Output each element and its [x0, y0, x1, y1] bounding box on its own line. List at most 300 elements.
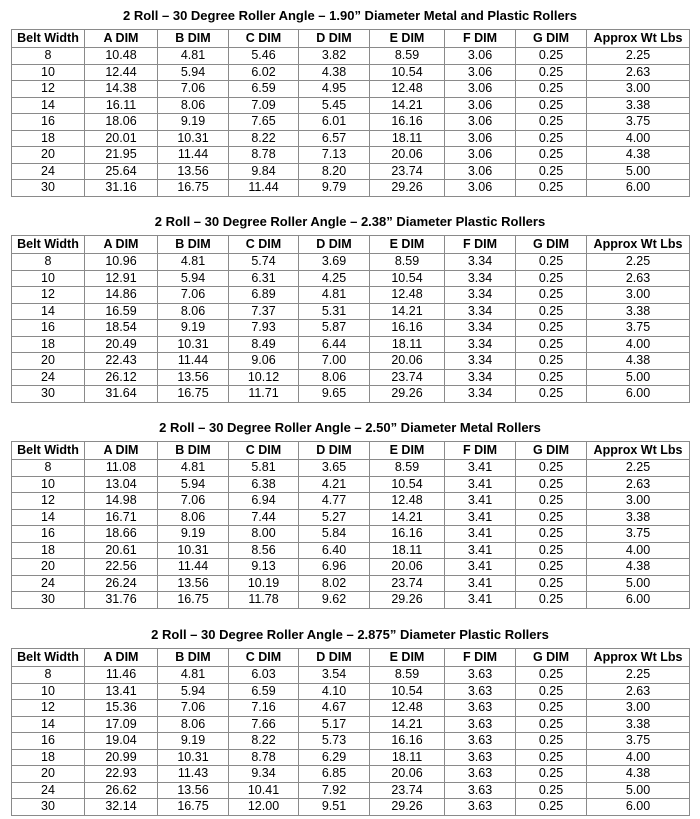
table-cell: 2.25	[587, 667, 690, 684]
table-cell: 3.34	[445, 369, 516, 386]
table-cell: 16	[12, 320, 85, 337]
table-cell: 8.20	[299, 163, 370, 180]
table-row	[12, 287, 690, 304]
table-cell: 0.25	[516, 667, 587, 684]
table-row	[12, 799, 690, 816]
column-header: Approx Wt Lbs	[587, 442, 690, 460]
table-row	[12, 114, 690, 131]
table-cell: 8.06	[158, 716, 229, 733]
table-cell: 0.25	[516, 81, 587, 98]
table-row	[12, 48, 690, 65]
table-cell: 3.41	[445, 542, 516, 559]
table-cell: 23.74	[370, 782, 445, 799]
table-cell: 3.06	[445, 97, 516, 114]
table-cell: 14	[12, 97, 85, 114]
table-cell: 18	[12, 130, 85, 147]
table-cell: 3.34	[445, 353, 516, 370]
table-cell: 3.06	[445, 81, 516, 98]
table-cell: 24	[12, 369, 85, 386]
table-cell: 16.71	[85, 509, 158, 526]
table-cell: 6.96	[299, 559, 370, 576]
table-section	[11, 214, 689, 403]
table-cell: 18.11	[370, 542, 445, 559]
column-header: Belt Width	[12, 236, 85, 254]
table-cell: 8.59	[370, 667, 445, 684]
column-header: G DIM	[516, 30, 587, 48]
column-header: D DIM	[299, 236, 370, 254]
table-cell: 22.56	[85, 559, 158, 576]
table-cell: 30	[12, 592, 85, 609]
column-header: C DIM	[229, 649, 299, 667]
table-cell: 6.29	[299, 749, 370, 766]
table-cell: 14.21	[370, 509, 445, 526]
column-header: C DIM	[229, 30, 299, 48]
table-cell: 3.06	[445, 147, 516, 164]
table-cell: 3.06	[445, 163, 516, 180]
table-cell: 18.11	[370, 749, 445, 766]
table-cell: 0.25	[516, 592, 587, 609]
table-cell: 14.38	[85, 81, 158, 98]
column-header: A DIM	[85, 442, 158, 460]
table-cell: 3.41	[445, 460, 516, 477]
table-cell: 12.00	[229, 799, 299, 816]
table-cell: 4.38	[299, 64, 370, 81]
table-cell: 0.25	[516, 163, 587, 180]
table-row	[12, 476, 690, 493]
column-header: E DIM	[370, 442, 445, 460]
table-cell: 5.27	[299, 509, 370, 526]
table-cell: 16.11	[85, 97, 158, 114]
table-cell: 10.41	[229, 782, 299, 799]
table-cell: 3.69	[299, 254, 370, 271]
table-cell: 8	[12, 667, 85, 684]
table-cell: 4.81	[158, 667, 229, 684]
table-cell: 6.94	[229, 493, 299, 510]
table-cell: 8	[12, 460, 85, 477]
table-cell: 3.63	[445, 782, 516, 799]
table-cell: 6.01	[299, 114, 370, 131]
table-cell: 4.00	[587, 749, 690, 766]
table-cell: 5.94	[158, 476, 229, 493]
column-header: D DIM	[299, 649, 370, 667]
table-cell: 12	[12, 287, 85, 304]
table-cell: 20	[12, 766, 85, 783]
table-cell: 3.06	[445, 114, 516, 131]
table-cell: 20.61	[85, 542, 158, 559]
table-cell: 5.00	[587, 782, 690, 799]
table-row	[12, 320, 690, 337]
table-cell: 0.25	[516, 526, 587, 543]
table-cell: 13.04	[85, 476, 158, 493]
table-cell: 26.12	[85, 369, 158, 386]
table-cell: 21.95	[85, 147, 158, 164]
table-cell: 0.25	[516, 254, 587, 271]
table-cell: 12.48	[370, 493, 445, 510]
table-cell: 16.16	[370, 320, 445, 337]
table-cell: 3.41	[445, 476, 516, 493]
table-cell: 3.34	[445, 386, 516, 403]
table-row	[12, 303, 690, 320]
table-cell: 3.63	[445, 749, 516, 766]
table-cell: 10.54	[370, 270, 445, 287]
table-cell: 13.56	[158, 163, 229, 180]
table-cell: 12.48	[370, 700, 445, 717]
table-cell: 13.56	[158, 369, 229, 386]
column-header: G DIM	[516, 236, 587, 254]
table-row	[12, 733, 690, 750]
column-header: G DIM	[516, 442, 587, 460]
column-header: G DIM	[516, 649, 587, 667]
table-row	[12, 270, 690, 287]
table-cell: 6.38	[229, 476, 299, 493]
table-cell: 11.71	[229, 386, 299, 403]
table-cell: 7.06	[158, 81, 229, 98]
table-cell: 10	[12, 270, 85, 287]
table-cell: 6.57	[299, 130, 370, 147]
table-cell: 2.63	[587, 64, 690, 81]
table-cell: 13.56	[158, 575, 229, 592]
table-cell: 3.41	[445, 592, 516, 609]
table-cell: 5.45	[299, 97, 370, 114]
table-cell: 0.25	[516, 476, 587, 493]
table-row	[12, 336, 690, 353]
table-row	[12, 147, 690, 164]
table-cell: 4.38	[587, 559, 690, 576]
table-row	[12, 460, 690, 477]
table-cell: 22.93	[85, 766, 158, 783]
table-row	[12, 749, 690, 766]
column-header: D DIM	[299, 442, 370, 460]
table-cell: 16.75	[158, 592, 229, 609]
table-cell: 0.25	[516, 287, 587, 304]
table-cell: 16	[12, 114, 85, 131]
table-cell: 30	[12, 799, 85, 816]
table-cell: 10	[12, 64, 85, 81]
table-cell: 31.76	[85, 592, 158, 609]
table-cell: 16	[12, 526, 85, 543]
table-cell: 20.49	[85, 336, 158, 353]
table-title: 2 Roll – 30 Degree Roller Angle – 2.38” Diameter Plastic Rollers	[154, 214, 546, 229]
table-cell: 4.00	[587, 336, 690, 353]
table-cell: 8.49	[229, 336, 299, 353]
table-cell: 4.81	[158, 460, 229, 477]
table-cell: 10.31	[158, 749, 229, 766]
table-cell: 10.54	[370, 64, 445, 81]
table-cell: 9.19	[158, 733, 229, 750]
table-cell: 5.00	[587, 163, 690, 180]
table-cell: 18	[12, 749, 85, 766]
table-cell: 11.43	[158, 766, 229, 783]
table-cell: 0.25	[516, 180, 587, 197]
table-cell: 3.82	[299, 48, 370, 65]
table-cell: 7.00	[299, 353, 370, 370]
table-cell: 8.59	[370, 254, 445, 271]
table-cell: 4.77	[299, 493, 370, 510]
table-cell: 3.06	[445, 180, 516, 197]
table-cell: 6.59	[229, 81, 299, 98]
table-cell: 0.25	[516, 336, 587, 353]
table-cell: 18.06	[85, 114, 158, 131]
table-cell: 4.67	[299, 700, 370, 717]
dimension-table	[11, 441, 690, 609]
table-cell: 20.06	[370, 353, 445, 370]
table-cell: 20	[12, 147, 85, 164]
table-cell: 4.25	[299, 270, 370, 287]
table-cell: 8.00	[229, 526, 299, 543]
table-cell: 3.34	[445, 336, 516, 353]
column-header: F DIM	[445, 649, 516, 667]
table-cell: 3.75	[587, 733, 690, 750]
table-cell: 3.65	[299, 460, 370, 477]
table-cell: 3.63	[445, 733, 516, 750]
table-cell: 3.63	[445, 799, 516, 816]
table-cell: 11.08	[85, 460, 158, 477]
table-cell: 5.81	[229, 460, 299, 477]
column-header: B DIM	[158, 442, 229, 460]
table-cell: 5.00	[587, 575, 690, 592]
dimension-table	[11, 235, 690, 403]
table-cell: 29.26	[370, 180, 445, 197]
table-cell: 18	[12, 336, 85, 353]
table-row	[12, 542, 690, 559]
table-row	[12, 254, 690, 271]
table-cell: 0.25	[516, 733, 587, 750]
table-cell: 20.99	[85, 749, 158, 766]
table-cell: 11.44	[229, 180, 299, 197]
table-cell: 12.48	[370, 81, 445, 98]
table-cell: 4.00	[587, 542, 690, 559]
table-section	[11, 8, 689, 197]
table-row	[12, 64, 690, 81]
table-cell: 3.75	[587, 320, 690, 337]
table-cell: 6.00	[587, 592, 690, 609]
table-cell: 7.06	[158, 287, 229, 304]
table-cell: 3.34	[445, 303, 516, 320]
table-cell: 29.26	[370, 386, 445, 403]
table-cell: 26.62	[85, 782, 158, 799]
column-header: Belt Width	[12, 30, 85, 48]
header-row	[12, 236, 690, 254]
table-cell: 14.86	[85, 287, 158, 304]
table-cell: 4.38	[587, 353, 690, 370]
table-cell: 9.19	[158, 320, 229, 337]
table-cell: 7.66	[229, 716, 299, 733]
table-section	[11, 420, 689, 609]
table-cell: 3.41	[445, 526, 516, 543]
table-row	[12, 81, 690, 98]
table-cell: 5.73	[299, 733, 370, 750]
table-cell: 24	[12, 575, 85, 592]
table-cell: 3.75	[587, 114, 690, 131]
table-cell: 14.21	[370, 97, 445, 114]
table-cell: 22.43	[85, 353, 158, 370]
column-header: C DIM	[229, 442, 299, 460]
table-cell: 20.06	[370, 559, 445, 576]
table-cell: 10.31	[158, 336, 229, 353]
table-cell: 10.54	[370, 683, 445, 700]
table-cell: 3.34	[445, 287, 516, 304]
column-header: D DIM	[299, 30, 370, 48]
table-cell: 7.37	[229, 303, 299, 320]
table-cell: 23.74	[370, 575, 445, 592]
table-cell: 12.44	[85, 64, 158, 81]
table-row	[12, 163, 690, 180]
table-cell: 0.25	[516, 97, 587, 114]
table-cell: 8.06	[158, 97, 229, 114]
table-cell: 3.34	[445, 270, 516, 287]
table-cell: 0.25	[516, 799, 587, 816]
table-cell: 0.25	[516, 147, 587, 164]
table-cell: 6.02	[229, 64, 299, 81]
table-cell: 19.04	[85, 733, 158, 750]
table-cell: 4.81	[299, 287, 370, 304]
table-cell: 12.48	[370, 287, 445, 304]
table-cell: 9.65	[299, 386, 370, 403]
table-cell: 4.38	[587, 147, 690, 164]
table-cell: 3.63	[445, 766, 516, 783]
table-cell: 0.25	[516, 48, 587, 65]
table-cell: 6.00	[587, 386, 690, 403]
table-cell: 14.21	[370, 303, 445, 320]
table-row	[12, 97, 690, 114]
table-row	[12, 386, 690, 403]
table-cell: 24	[12, 782, 85, 799]
table-cell: 12	[12, 81, 85, 98]
table-cell: 16.75	[158, 180, 229, 197]
column-header: Belt Width	[12, 649, 85, 667]
table-cell: 14	[12, 509, 85, 526]
table-cell: 3.41	[445, 575, 516, 592]
column-header: B DIM	[158, 30, 229, 48]
table-row	[12, 509, 690, 526]
table-cell: 2.25	[587, 254, 690, 271]
table-cell: 0.25	[516, 369, 587, 386]
table-cell: 16.59	[85, 303, 158, 320]
table-cell: 0.25	[516, 303, 587, 320]
table-cell: 7.93	[229, 320, 299, 337]
table-cell: 16.16	[370, 114, 445, 131]
table-title: 2 Roll – 30 Degree Roller Angle – 2.50” Diameter Metal Rollers	[159, 420, 541, 435]
table-cell: 30	[12, 180, 85, 197]
table-cell: 4.00	[587, 130, 690, 147]
table-cell: 0.25	[516, 542, 587, 559]
table-cell: 7.13	[299, 147, 370, 164]
table-cell: 9.84	[229, 163, 299, 180]
table-cell: 8	[12, 254, 85, 271]
table-cell: 3.00	[587, 700, 690, 717]
table-cell: 20.06	[370, 766, 445, 783]
table-cell: 0.25	[516, 270, 587, 287]
table-row	[12, 683, 690, 700]
table-cell: 20.01	[85, 130, 158, 147]
table-cell: 0.25	[516, 716, 587, 733]
column-header: A DIM	[85, 236, 158, 254]
table-cell: 5.31	[299, 303, 370, 320]
header-row	[12, 30, 690, 48]
table-cell: 10	[12, 683, 85, 700]
table-cell: 10.96	[85, 254, 158, 271]
table-cell: 18.11	[370, 336, 445, 353]
column-header: A DIM	[85, 30, 158, 48]
table-cell: 9.13	[229, 559, 299, 576]
table-cell: 13.56	[158, 782, 229, 799]
table-cell: 25.64	[85, 163, 158, 180]
table-cell: 9.62	[299, 592, 370, 609]
table-cell: 3.38	[587, 303, 690, 320]
table-cell: 5.17	[299, 716, 370, 733]
column-header: Approx Wt Lbs	[587, 30, 690, 48]
table-cell: 3.41	[445, 509, 516, 526]
table-cell: 5.94	[158, 64, 229, 81]
table-cell: 31.16	[85, 180, 158, 197]
table-cell: 16.75	[158, 799, 229, 816]
table-cell: 14.98	[85, 493, 158, 510]
table-cell: 2.63	[587, 683, 690, 700]
table-cell: 12	[12, 493, 85, 510]
table-cell: 30	[12, 386, 85, 403]
table-cell: 17.09	[85, 716, 158, 733]
table-cell: 16.75	[158, 386, 229, 403]
table-cell: 3.38	[587, 716, 690, 733]
table-cell: 13.41	[85, 683, 158, 700]
table-cell: 20	[12, 353, 85, 370]
header-row	[12, 649, 690, 667]
table-cell: 23.74	[370, 369, 445, 386]
table-cell: 0.25	[516, 130, 587, 147]
column-header: F DIM	[445, 30, 516, 48]
table-cell: 5.87	[299, 320, 370, 337]
table-cell: 0.25	[516, 460, 587, 477]
table-cell: 3.63	[445, 716, 516, 733]
table-cell: 0.25	[516, 493, 587, 510]
table-cell: 2.25	[587, 48, 690, 65]
dimension-table	[11, 648, 690, 816]
column-header: E DIM	[370, 236, 445, 254]
table-cell: 8.22	[229, 733, 299, 750]
table-row	[12, 559, 690, 576]
table-cell: 6.00	[587, 180, 690, 197]
table-cell: 8.59	[370, 48, 445, 65]
table-cell: 16.16	[370, 526, 445, 543]
table-cell: 8.06	[299, 369, 370, 386]
column-header: Approx Wt Lbs	[587, 649, 690, 667]
table-cell: 0.25	[516, 320, 587, 337]
table-cell: 3.34	[445, 320, 516, 337]
table-cell: 10.54	[370, 476, 445, 493]
column-header: Belt Width	[12, 442, 85, 460]
table-cell: 3.41	[445, 493, 516, 510]
table-cell: 16	[12, 733, 85, 750]
table-cell: 0.25	[516, 64, 587, 81]
table-cell: 10.31	[158, 542, 229, 559]
header-row	[12, 442, 690, 460]
column-header: A DIM	[85, 649, 158, 667]
table-cell: 4.10	[299, 683, 370, 700]
table-cell: 0.25	[516, 782, 587, 799]
table-cell: 5.74	[229, 254, 299, 271]
column-header: F DIM	[445, 442, 516, 460]
table-cell: 6.44	[299, 336, 370, 353]
column-header: B DIM	[158, 236, 229, 254]
table-cell: 3.63	[445, 667, 516, 684]
table-cell: 0.25	[516, 386, 587, 403]
table-cell: 5.46	[229, 48, 299, 65]
table-cell: 8.22	[229, 130, 299, 147]
column-header: C DIM	[229, 236, 299, 254]
table-cell: 9.51	[299, 799, 370, 816]
table-cell: 0.25	[516, 559, 587, 576]
table-cell: 2.63	[587, 476, 690, 493]
